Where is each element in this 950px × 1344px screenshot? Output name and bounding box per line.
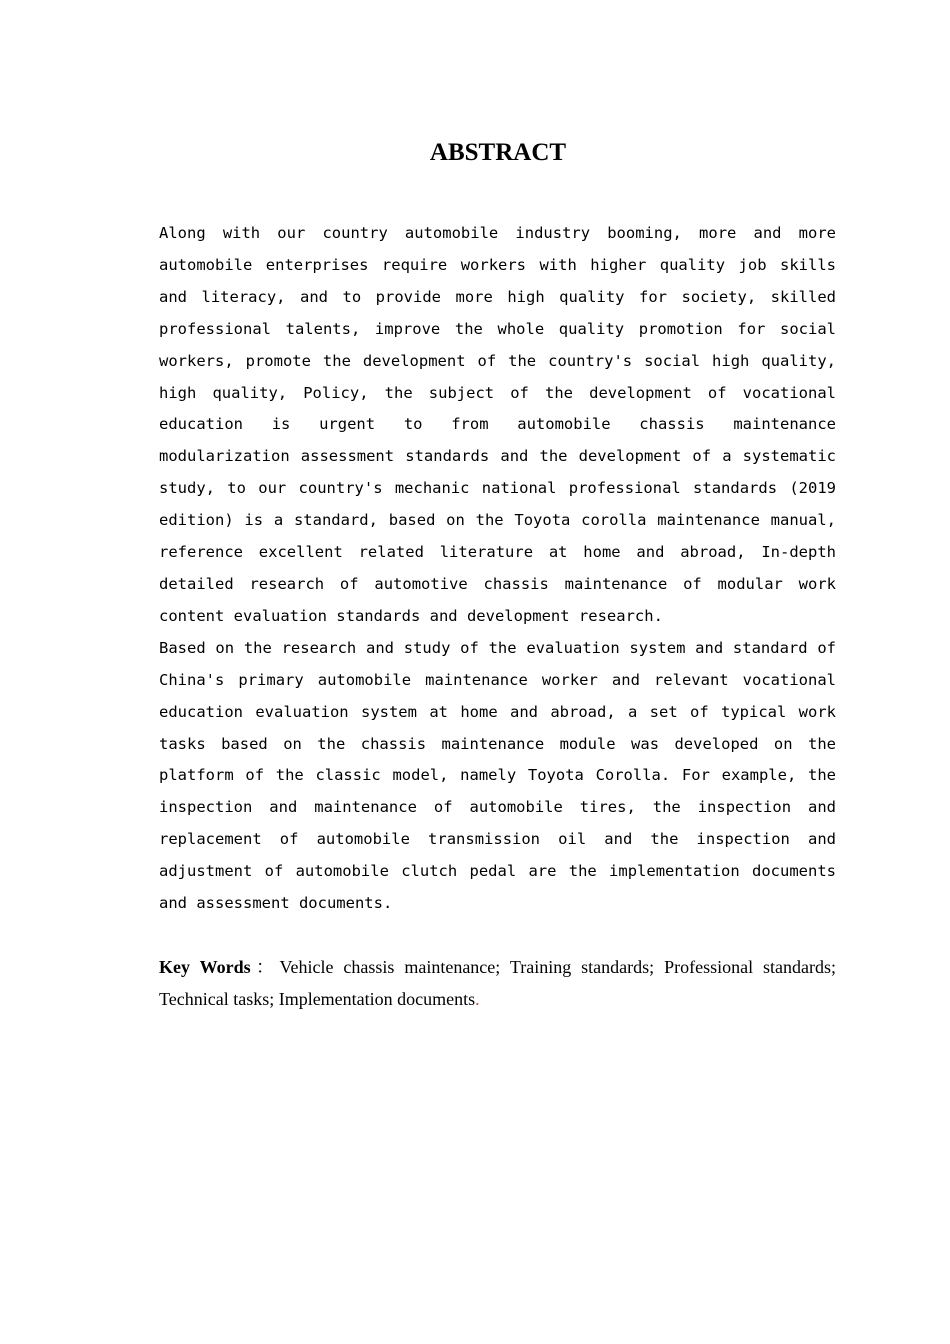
keywords-end-mark: . — [475, 989, 480, 1009]
keywords-text: Vehicle chassis maintenance; Training standards; Professional standards; Technical tasks; Implementation documents — [159, 957, 837, 1009]
abstract-paragraph-2: Based on the research and study of the evaluation system and standard of China's primary automobile maintenance worker and relevant vocational education evaluation system at home and abroad, a set of typical work tasks based on the chassis maintenance module was developed on the platform of the classic model, namely Toyota Corolla. For example, the inspection and maintenance of automobile tires, the inspection and replacement of automobile transmission oil and the inspection and adjustment of automobile clutch pedal are the implementation documents and assessment documents. — [159, 638, 836, 913]
abstract-title: ABSTRACT — [429, 139, 567, 166]
keywords-label: Key Words — [159, 957, 251, 977]
keywords-separator: ： — [250, 957, 280, 977]
abstract-paragraph-1: Along with our country automobile industry booming, more and more automobile enterprises require workers with higher quality job skills and literacy, and to provide more high quality for society, skilled professional talents, improve the whole quality promotion for social workers, promote the development of the country's social high quality, high quality, Policy, the subject of the development of vocational education is urgent to from automobile chassis maintenance modularization assessment standards and the development of a systematic study, to our country's mechanic national professional standards (2019 edition) is a standard, based on the Toyota corolla maintenance manual, reference excellent related literature at home and abroad, In-depth detailed research of automotive chassis maintenance of modular work content evaluation standards and development research. — [159, 224, 836, 625]
keywords-line — [159, 951, 836, 1015]
abstract-body — [159, 218, 836, 920]
